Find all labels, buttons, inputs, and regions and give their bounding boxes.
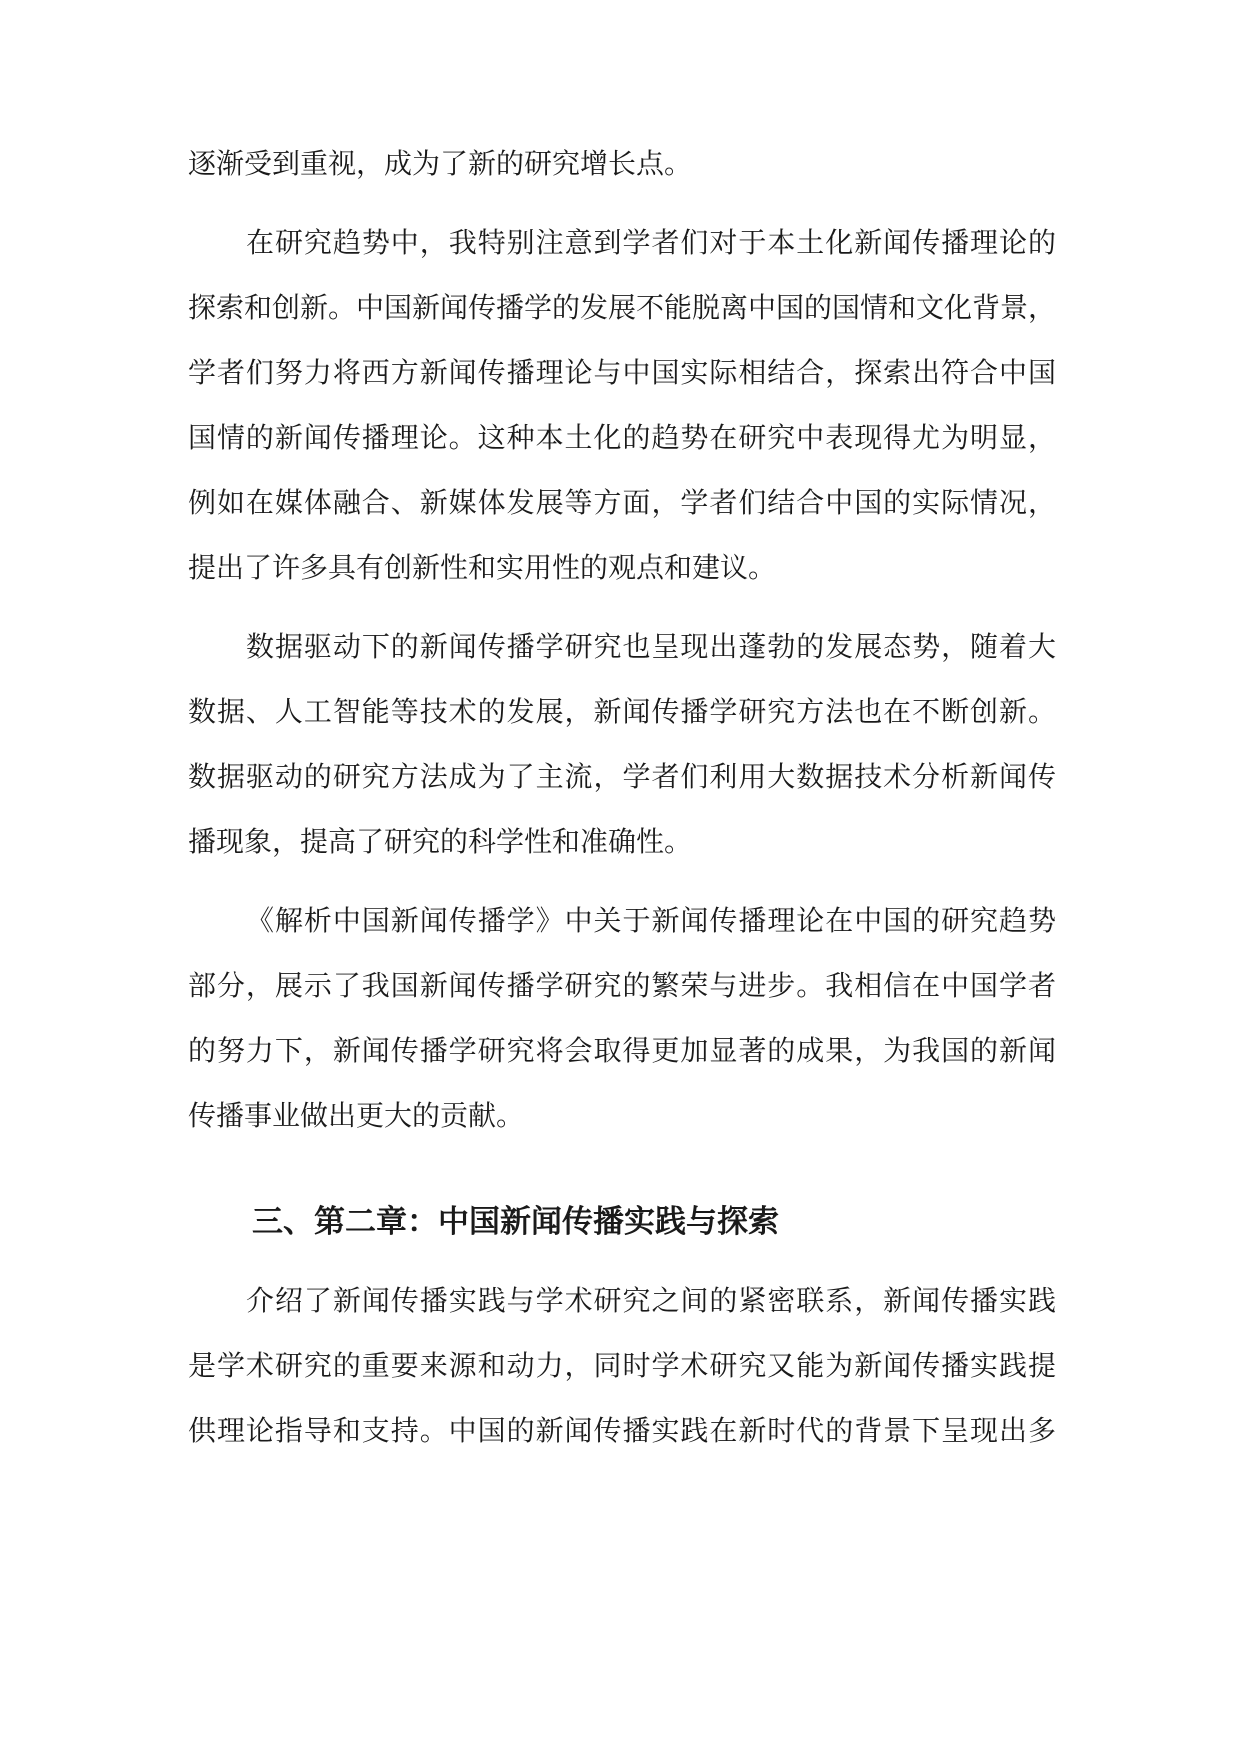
text-line: 的努力下，新闻传播学研究将会取得更加显著的成果，为我国的新闻 — [188, 1034, 1056, 1067]
text-line: 逐渐受到重视，成为了新的研究增长点。 — [188, 147, 693, 180]
text-line: 学者们努力将西方新闻传播理论与中国实际相结合，探索出符合中国 — [188, 356, 1056, 389]
text-line: 数据、人工智能等技术的发展，新闻传播学研究方法也在不断创新。 — [188, 695, 1056, 728]
text-line: 部分，展示了我国新闻传播学研究的繁荣与进步。我相信在中国学者 — [188, 969, 1056, 1002]
text-line: 数据驱动下的新闻传播学研究也呈现出蓬勃的发展态势，随着大 — [246, 630, 1056, 663]
document-body — [188, 131, 1056, 1463]
text-line: 《解析中国新闻传播学》中关于新闻传播理论在中国的研究趋势 — [246, 904, 1056, 937]
text-line: 国情的新闻传播理论。这种本土化的趋势在研究中表现得尤为明显， — [188, 421, 1056, 454]
text-line: 传播事业做出更大的贡献。 — [188, 1099, 525, 1132]
text-line: 播现象，提高了研究的科学性和准确性。 — [188, 825, 693, 858]
text-line: 提出了许多具有创新性和实用性的观点和建议。 — [188, 551, 777, 584]
section-heading: 三、第二章：中国新闻传播实践与探索 — [252, 1204, 779, 1240]
text-line: 供理论指导和支持。中国的新闻传播实践在新时代的背景下呈现出多 — [188, 1414, 1056, 1447]
paragraph-practice-intro — [188, 1268, 1056, 1463]
paragraph-localization-trend — [188, 210, 1056, 600]
paragraph-book-summary — [188, 888, 1056, 1148]
text-line: 例如在媒体融合、新媒体发展等方面，学者们结合中国的实际情况， — [188, 486, 1056, 519]
text-line: 是学术研究的重要来源和动力，同时学术研究又能为新闻传播实践提 — [188, 1349, 1056, 1382]
paragraph-data-driven-research — [188, 614, 1056, 874]
text-line: 数据驱动的研究方法成为了主流，学者们利用大数据技术分析新闻传 — [188, 760, 1056, 793]
text-line: 介绍了新闻传播实践与学术研究之间的紧密联系，新闻传播实践 — [246, 1284, 1056, 1317]
paragraph-continued — [188, 131, 1056, 196]
text-line: 在研究趋势中，我特别注意到学者们对于本土化新闻传播理论的 — [246, 226, 1056, 259]
text-line: 探索和创新。中国新闻传播学的发展不能脱离中国的国情和文化背景， — [188, 291, 1057, 324]
